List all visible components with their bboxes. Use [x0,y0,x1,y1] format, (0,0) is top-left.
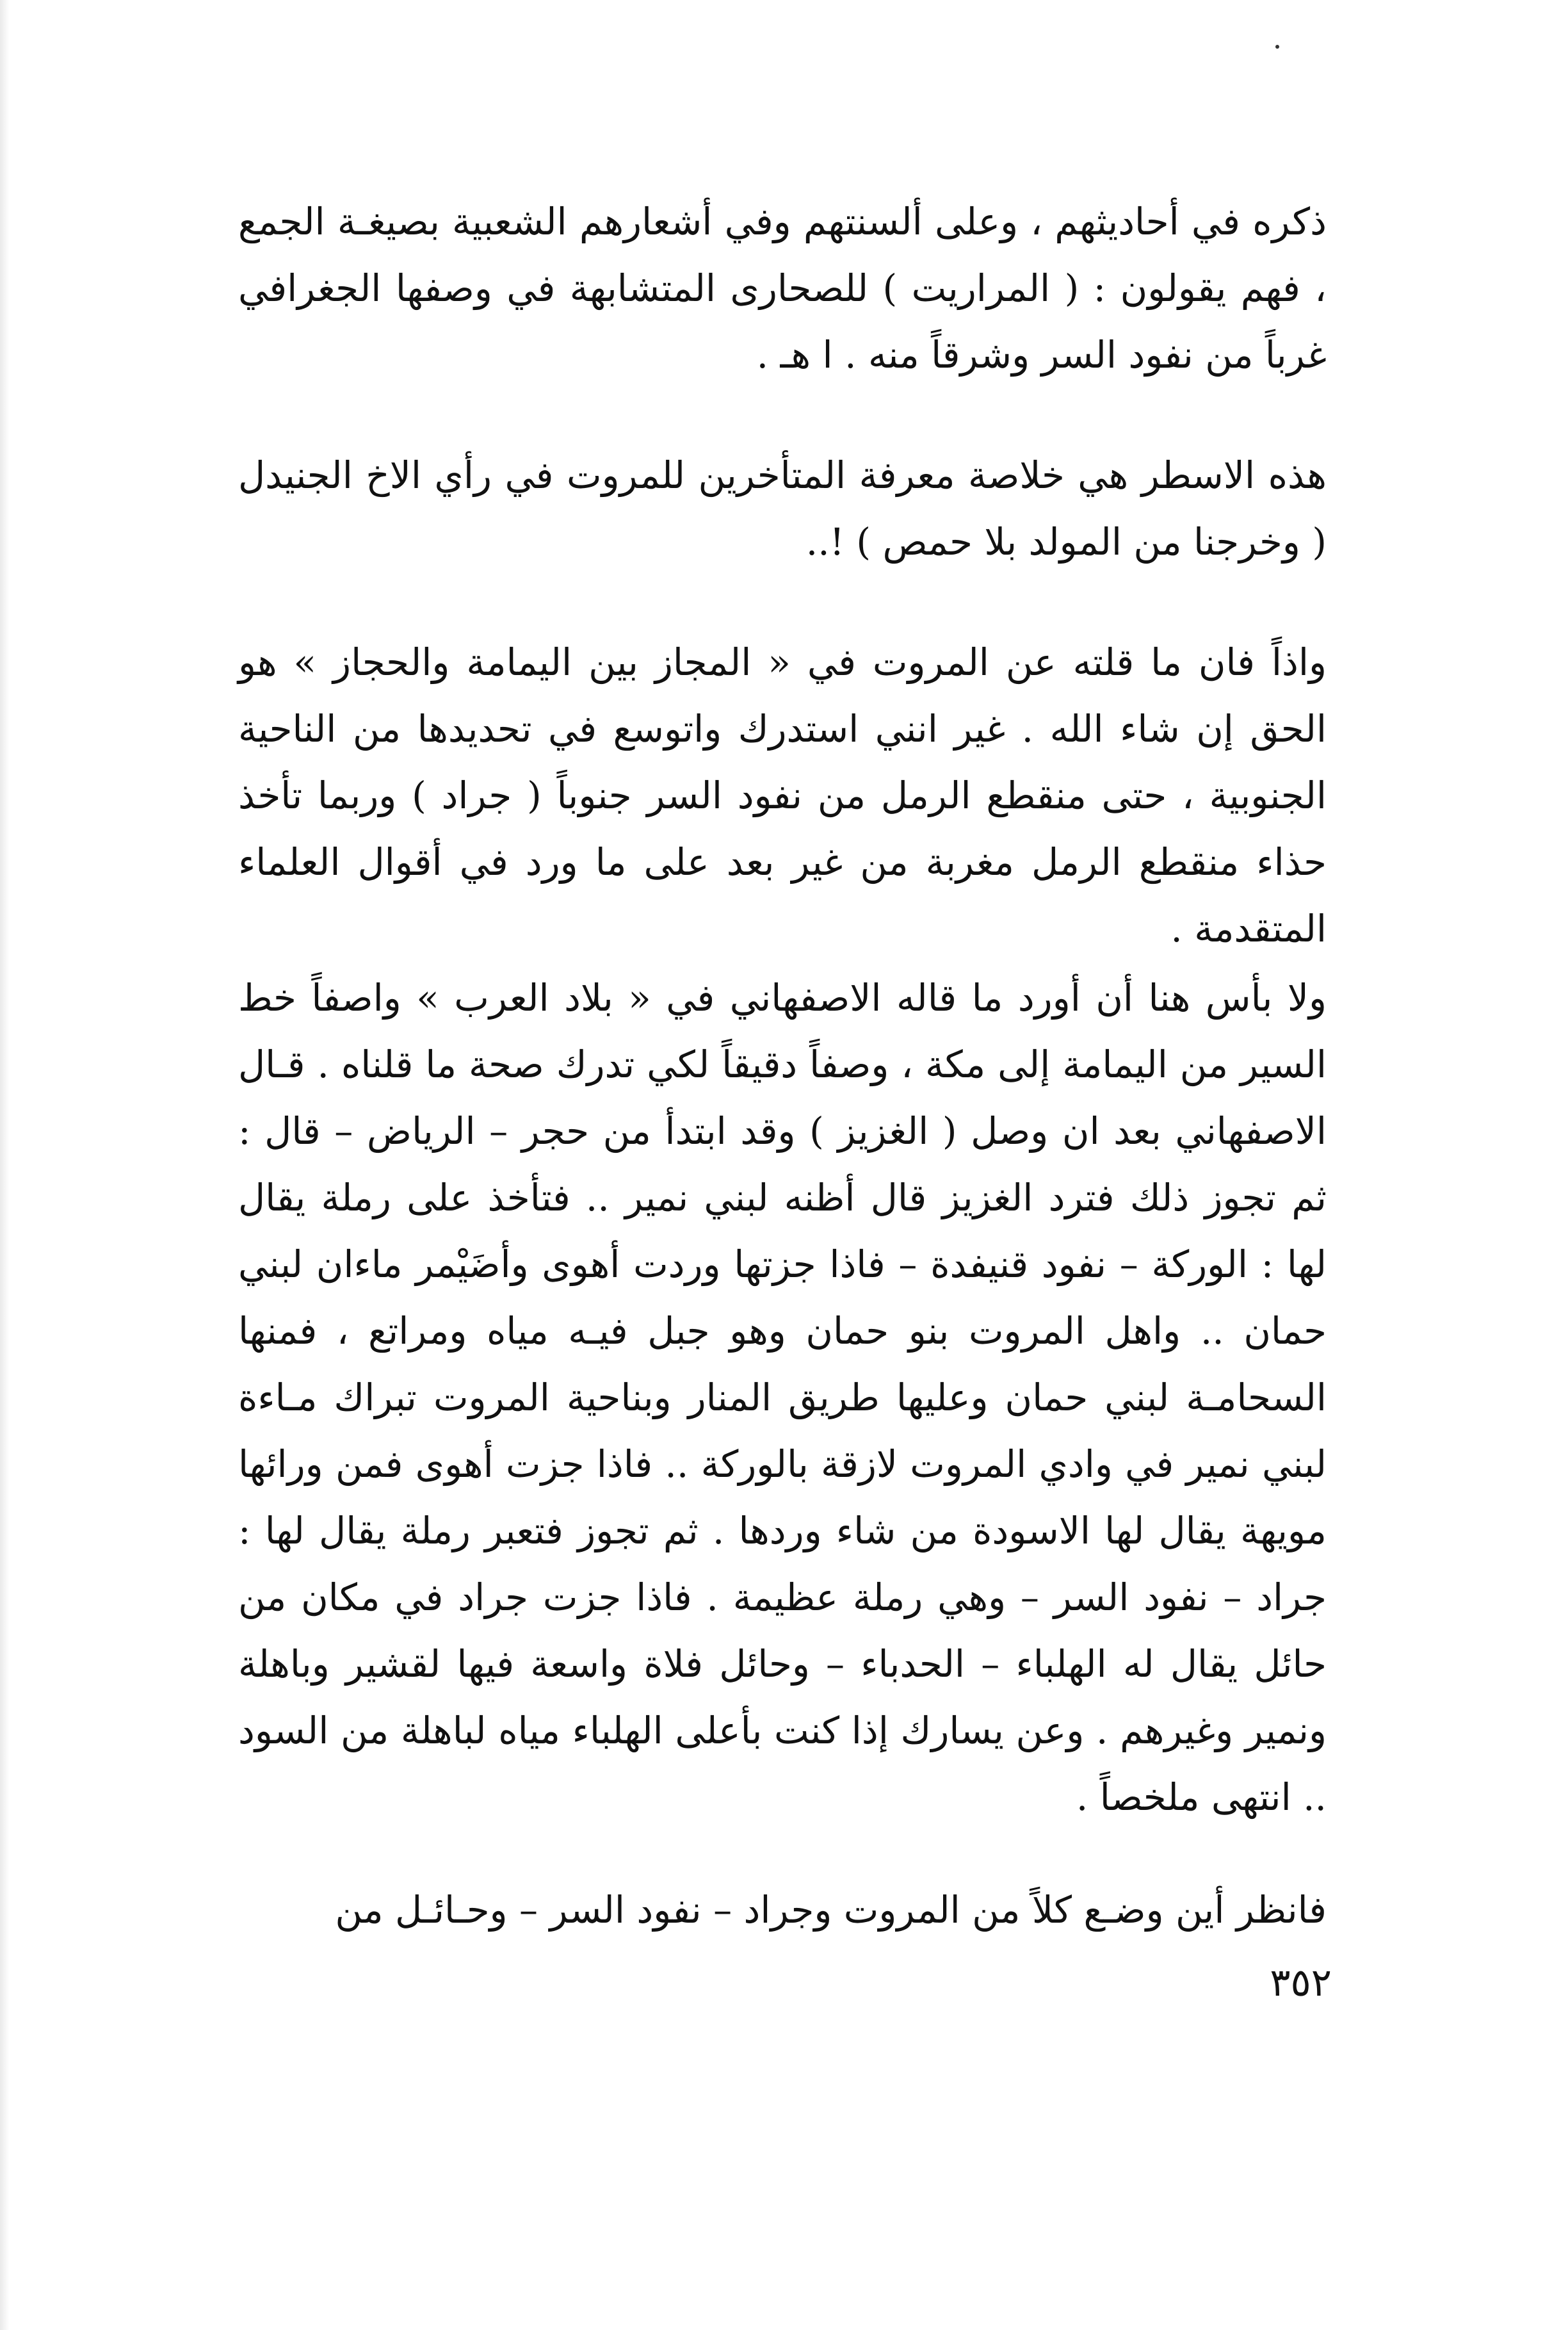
paragraph-3: واذاً فان ما قلته عن المروت في « المجاز بين اليمامة والحجاز » هو الحق إن شاء الله . غير انني استدرك واتوسع في تحديدها من الناحية الجنوبية ، حتى منقطع الرمل من نفود السر جنوباً ( جراد ) وربما تأخذ حذاء منقطع الرمل مغربة من غير بعد على ما ورد في أقوال العلماء المتقدمة . [238,640,1327,950]
paragraph-1: ذكره في أحاديثهم ، وعلى ألسنتهم وفي أشعارهم الشعبية بصيغـة الجمع ، فهم يقولون : ( المراريت ) للصحارى المتشابهة في وصفها الجغرافي غرباً من نفود السر وشرقاً منه . ا هـ . [238,200,1327,377]
paragraph-2: هذه الاسطر هي خلاصة معرفة المتأخرين للمروت في رأي الاخ الجنيدل ( وخرجنا من المولد بلا حمص ) !.. [238,453,1327,564]
scan-speck [1275,45,1279,49]
page-number: ٣٥٢ [1270,1960,1332,2005]
scan-edge-shadow [0,0,9,2330]
paragraph-4: ولا بأس هنا أن أورد ما قاله الاصفهاني في « بلاد العرب » واصفاً خط السير من اليمامة إلى مكة ، وصفاً دقيقاً لكي تدرك صحة ما قلناه . قـال الاصفهاني بعد ان وصل ( الغزيز ) وقد ابتدأ من حجر – الرياض – قال : ثم تجوز ذلك فترد الغزيز قال أظنه لبني نمير .. فتأخذ على رملة يقال لها : الوركة – نفود قنيفدة – فاذا جزتها وردت أهوى وأضَيْمر ماءان لبني حمان .. واهل المروت بنو حمان وهو جبل فيـه مياه ومراتع ، فمنها السحامـة لبني حمان وعليها طريق المنار وبناحية المروت تبراك مـاءة لبني نمير في وادي المروت لازقة بالوركة .. فاذا جزت أهوى فمن ورائها مويهة يقال لها الاسودة من شاء وردها . ثم تجوز فتعبر رملة يقال لها : جراد – نفود السر – وهي رملة عظيمة . فاذا جزت جراد في مكان من حائل يقال له الهلباء – الحدباء – وحائل فلاة واسعة فيها لقشير وباهلة ونمير وغيرهم . وعن يسارك إذا كنت بأعلى الهلباء مياه لباهلة من السود .. انتهى ملخصاً . [238,976,1327,1819]
paragraph-5: فانظر أين وضـع كلاً من المروت وجراد – نفود السر – وحـائـل من [335,1888,1327,1932]
